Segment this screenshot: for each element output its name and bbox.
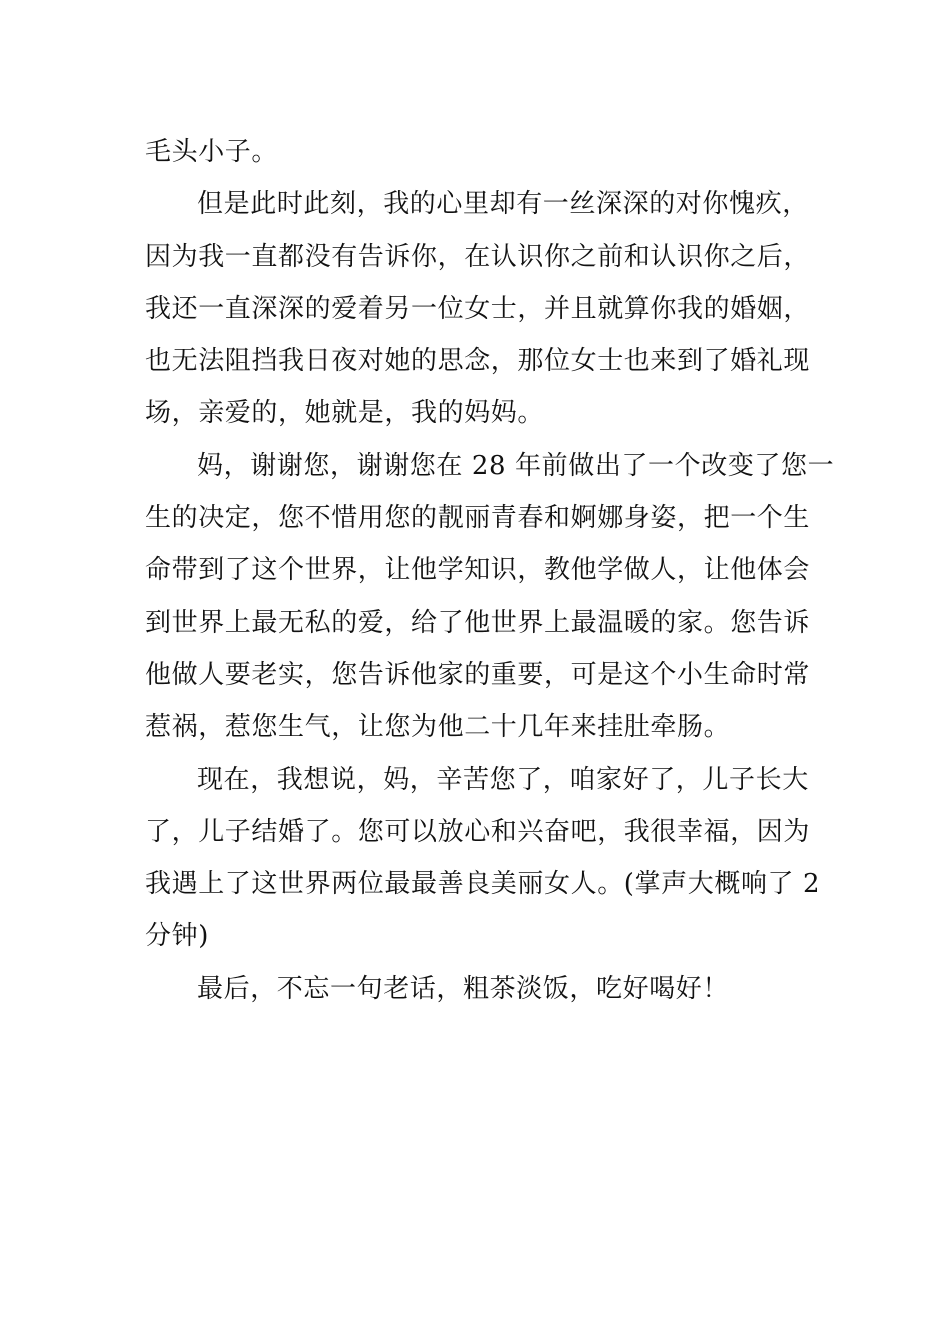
paragraph-first-line: 最后，不忘一句老话，粗茶淡饭，吃好喝好！ xyxy=(197,973,730,1004)
text-line: 命带到了这个世界，让他学知识，教他学做人，让他体会 xyxy=(145,555,811,586)
text-line: 了，儿子结婚了。您可以放心和兴奋吧，我很幸福，因为 xyxy=(145,816,811,847)
text-line: 我还一直深深的爱着另一位女士，并且就算你我的婚姻， xyxy=(145,293,811,324)
paragraph-first-line: 现在，我想说，妈，辛苦您了，咱家好了，儿子长大 xyxy=(197,764,809,795)
text-line: 分钟) xyxy=(145,921,209,952)
paragraph-first-line: 但是此时此刻，我的心里却有一丝深深的对你愧疚， xyxy=(197,189,809,220)
text-line: 他做人要老实，您告诉他家的重要，可是这个小生命时常 xyxy=(145,659,811,690)
text-line: 因为我一直都没有告诉你，在认识你之前和认识你之后， xyxy=(145,241,811,272)
document-body xyxy=(145,126,835,1015)
text-line: 场，亲爱的，她就是，我的妈妈。 xyxy=(145,398,545,429)
text-line: 也无法阻挡我日夜对她的思念，那位女士也来到了婚礼现 xyxy=(145,346,811,377)
text-line: 到世界上最无私的爱，给了他世界上最温暖的家。您告诉 xyxy=(145,607,811,638)
text-line: 我遇上了这世界两位最最善良美丽女人。(掌声大概响了 2 xyxy=(145,869,821,900)
text-line: 惹祸，惹您生气，让您为他二十几年来挂肚牵肠。 xyxy=(145,712,731,743)
paragraph-first-line: 妈，谢谢您，谢谢您在 28 年前做出了一个改变了您一 xyxy=(197,450,835,481)
text-line: 生的决定，您不惜用您的靓丽青春和婀娜身姿，把一个生 xyxy=(145,503,811,534)
text-line: 毛头小子。 xyxy=(145,137,279,167)
